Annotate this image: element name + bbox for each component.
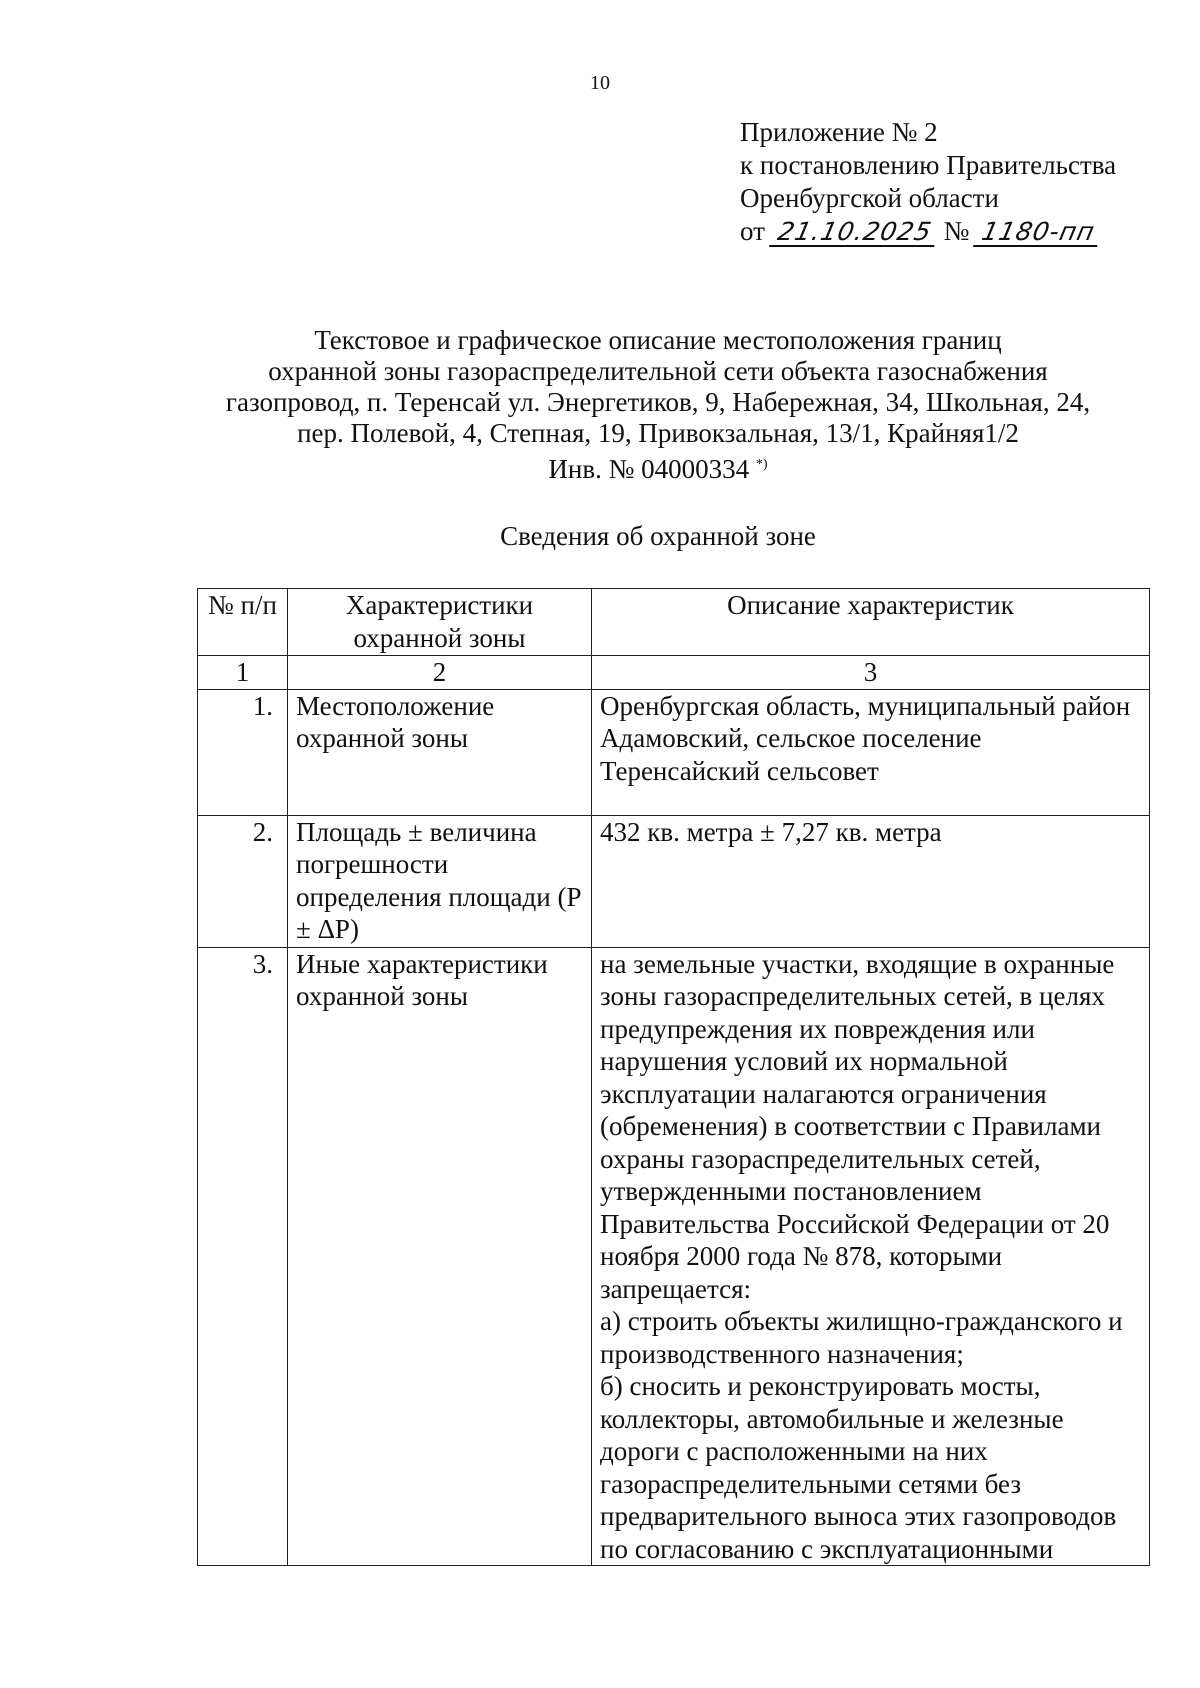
table-row xyxy=(198,947,1150,1566)
inventory-number xyxy=(0,449,1200,485)
title-line: Текстовое и графическое описание местоположения границ xyxy=(314,325,1002,355)
document-title xyxy=(0,325,1200,485)
restriction-item-b: б) сносить и реконструировать мосты, коллекторы, автомобильные и железные дороги с расположенными на них газораспределительными сетями без предварительного выноса этих газопроводов по согласованию с эксплуатационными xyxy=(600,1371,1117,1564)
row-characteristic: Площадь ± величина погрешности определения площади (P ± ΔP) xyxy=(288,815,592,947)
row-number: 1. xyxy=(198,689,288,815)
inventory-text: Инв. № 04000334 xyxy=(548,454,750,484)
page-number: 10 xyxy=(590,72,610,94)
handwritten-number: 1180-пп xyxy=(973,219,1103,247)
row-description: Оренбургская область, муниципальный район Адамовский, сельское поселение Теренсайский сельсовет xyxy=(592,689,1150,815)
column-number: 1 xyxy=(198,656,288,690)
appendix-date-line xyxy=(740,215,1116,248)
header-characteristics: Характеристики охранной зоны xyxy=(288,589,592,656)
table-row xyxy=(198,689,1150,815)
description-text: на земельные участки, входящие в охранные зоны газораспределительных сетей, в целях предупреждения их повреждения или нарушения условий их нормальной эксплуатации налагаются ограничения (обременения) в соответствии с Правилами охраны газораспределительных сетей, утвержденными постановлением Правительства Российской Федерации от 20 ноября 2000 года № 878, которыми запрещается: xyxy=(600,948,1115,1304)
appendix-title: Приложение № 2 xyxy=(740,117,938,147)
row-description xyxy=(592,947,1150,1566)
section-title: Сведения об охранной зоне xyxy=(500,521,816,551)
title-line: охранной зоны газораспределительной сети объекта газоснабжения xyxy=(268,356,1048,386)
row-number: 2. xyxy=(198,815,288,947)
header-number: № п/п xyxy=(198,589,288,656)
row-characteristic: Местоположение охранной зоны xyxy=(288,689,592,815)
appendix-block xyxy=(740,116,1116,248)
header-description: Описание характеристик xyxy=(592,589,1150,656)
protection-zone-table xyxy=(197,588,1150,1566)
number-prefix: № xyxy=(943,216,970,246)
title-line: газопровод, п. Теренсай ул. Энергетиков, 9, Набережная, 34, Школьная, 24, xyxy=(225,387,1091,417)
table-header-row xyxy=(198,589,1150,656)
handwritten-date: 21.10.2025 xyxy=(769,219,940,247)
appendix-line: к постановлению Правительства xyxy=(740,150,1117,180)
appendix-line: Оренбургской области xyxy=(740,183,999,213)
footnote-mark: *) xyxy=(755,457,768,472)
title-line: пер. Полевой, 4, Степная, 19, Привокзальная, 13/1, Крайняя1/2 xyxy=(297,418,1019,448)
row-characteristic: Иные характеристики охранной зоны xyxy=(288,947,592,1566)
table-row xyxy=(198,815,1150,947)
column-number: 3 xyxy=(592,656,1150,690)
restriction-item-a: а) строить объекты жилищно-гражданского и производственного назначения; xyxy=(600,1306,1123,1369)
row-description: 432 кв. метра ± 7,27 кв. метра xyxy=(592,815,1150,947)
column-number: 2 xyxy=(288,656,592,690)
row-number: 3. xyxy=(198,947,288,1566)
date-prefix: от xyxy=(740,216,765,246)
column-number-row xyxy=(198,656,1150,690)
